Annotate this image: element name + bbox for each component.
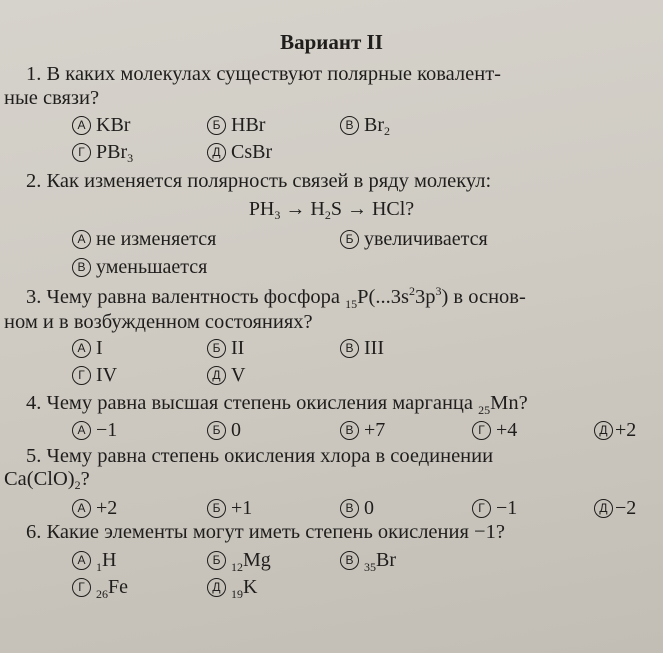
formula-h: H: [310, 198, 325, 220]
atomic-number: 12: [231, 560, 243, 574]
q1-option-b[interactable]: [207, 113, 265, 137]
option-letter-badge: А: [72, 421, 91, 440]
option-text: V: [231, 364, 246, 386]
q5-option-e[interactable]: [594, 496, 636, 520]
option-letter-badge: В: [340, 551, 359, 570]
option-text: +1: [231, 497, 253, 519]
question-5-text: 5. Чему равна степень окисления хлора в соединении: [26, 445, 494, 467]
option-letter-badge: Г: [472, 421, 491, 440]
option-letter-badge: В: [340, 421, 359, 440]
atomic-number: 1: [96, 560, 102, 574]
atomic-number: 25: [478, 403, 491, 417]
option-text: I: [96, 337, 103, 359]
option-letter-badge: Б: [207, 116, 226, 135]
electron-config-p: 3p: [414, 286, 436, 308]
option-letter-badge: А: [72, 339, 91, 358]
option-text: −1: [96, 419, 118, 441]
subscript: 3: [274, 208, 281, 222]
option-text: K: [243, 576, 258, 598]
question-4-text: [26, 391, 528, 417]
q4-option-b[interactable]: [207, 418, 241, 442]
superscript: 2: [408, 284, 415, 298]
q3-option-d[interactable]: [72, 363, 117, 387]
q2-option-b[interactable]: [340, 227, 488, 251]
option-text: не изменяется: [96, 228, 217, 250]
option-text: уменьшается: [96, 256, 208, 278]
question-2-text: 2. Как изменяется полярность связей в ряду молекул:: [26, 170, 492, 192]
question-1-text-cont: ные связи?: [4, 87, 100, 109]
q1-option-a[interactable]: [72, 113, 130, 137]
question-2-formula: [0, 198, 663, 221]
q5-option-c[interactable]: [340, 496, 374, 520]
option-letter-badge: А: [72, 499, 91, 518]
option-letter-badge: Г: [72, 143, 91, 162]
option-letter-badge: Б: [340, 230, 359, 249]
option-text: IV: [96, 364, 118, 386]
option-text: +7: [364, 419, 386, 441]
q5-option-d[interactable]: [472, 496, 517, 520]
option-text: Br: [364, 114, 384, 136]
option-letter-badge: Д: [594, 421, 613, 440]
option-text: Fe: [108, 576, 128, 598]
option-text: увеличивается: [364, 228, 488, 250]
option-text: 0: [231, 419, 241, 441]
q5-option-b[interactable]: [207, 496, 252, 520]
electron-config: P(...3s: [357, 286, 409, 308]
q4-option-e[interactable]: [594, 418, 636, 442]
option-text: CsBr: [231, 141, 273, 163]
option-text: III: [364, 337, 384, 359]
q4-option-d[interactable]: [472, 418, 517, 442]
option-text: Br: [376, 549, 396, 571]
q1-option-d[interactable]: [72, 140, 133, 164]
atomic-number: 26: [96, 587, 108, 601]
q1-option-c[interactable]: [340, 113, 390, 137]
option-letter-badge: Д: [207, 143, 226, 162]
subscript: 2: [384, 124, 390, 138]
atomic-number: 35: [364, 560, 376, 574]
question-5-text-cont: [4, 467, 90, 491]
compound-formula: Ca(ClO): [4, 468, 75, 490]
option-letter-badge: В: [72, 258, 91, 277]
option-text: HBr: [231, 114, 266, 136]
option-letter-badge: А: [72, 230, 91, 249]
element-symbol: Mn?: [490, 392, 528, 414]
option-letter-badge: Б: [207, 499, 226, 518]
option-text: KBr: [96, 114, 131, 136]
q6-option-c[interactable]: [340, 548, 396, 574]
formula-s: S: [330, 198, 342, 220]
option-letter-badge: А: [72, 551, 91, 570]
option-letter-badge: Д: [207, 366, 226, 385]
option-letter-badge: А: [72, 116, 91, 135]
question-1-text: 1. В каких молекулах существуют полярные ковалент-: [26, 63, 502, 85]
page-title: Вариант II: [280, 30, 383, 54]
option-letter-badge: Б: [207, 551, 226, 570]
q1-option-e[interactable]: [207, 140, 272, 164]
option-letter-badge: Д: [594, 499, 613, 518]
q6-option-d[interactable]: [72, 575, 128, 601]
option-text: +2: [615, 419, 637, 441]
q2-option-c[interactable]: [72, 255, 207, 279]
q3-option-c[interactable]: [340, 336, 384, 360]
option-text: −1: [496, 497, 518, 519]
subscript: 2: [324, 208, 331, 222]
q6-option-e[interactable]: [207, 575, 257, 601]
option-text: +4: [496, 419, 518, 441]
option-text: H: [102, 549, 117, 571]
q6-option-b[interactable]: [207, 548, 271, 574]
formula-ph: PH: [248, 198, 275, 220]
q2-option-a[interactable]: [72, 227, 216, 251]
option-letter-badge: Г: [472, 499, 491, 518]
option-letter-badge: Д: [207, 578, 226, 597]
question-3-tail: ) в основ-: [441, 286, 526, 308]
q4-option-c[interactable]: [340, 418, 385, 442]
question-3-lead: 3. Чему равна валентность фосфора: [26, 286, 346, 308]
question-mark: ?: [80, 468, 90, 490]
q5-option-a[interactable]: [72, 496, 117, 520]
q3-option-a[interactable]: [72, 336, 103, 360]
q3-option-b[interactable]: [207, 336, 244, 360]
atomic-number: 15: [345, 297, 358, 311]
q4-option-a[interactable]: [72, 418, 117, 442]
option-text: −2: [615, 497, 637, 519]
question-3-text-cont: ном и в возбужденном состояниях?: [4, 311, 313, 333]
subscript: 2: [74, 478, 81, 492]
option-letter-badge: Б: [207, 421, 226, 440]
option-letter-badge: Г: [72, 366, 91, 385]
option-text: Mg: [243, 549, 271, 571]
formula-hcl: HCl?: [371, 198, 415, 220]
question-4-lead: 4. Чему равна высшая степень окисления марганца: [26, 392, 479, 414]
option-letter-badge: В: [340, 339, 359, 358]
subscript: 3: [127, 151, 134, 165]
question-3-text: [26, 285, 526, 311]
option-text: PBr: [96, 141, 128, 163]
option-letter-badge: Б: [207, 339, 226, 358]
q3-option-e[interactable]: [207, 363, 245, 387]
option-letter-badge: Г: [72, 578, 91, 597]
question-6-text: 6. Какие элементы могут иметь степень окисления −1?: [26, 521, 505, 543]
superscript: 3: [435, 284, 442, 298]
arrow-icon: →: [346, 198, 367, 220]
option-text: +2: [96, 497, 118, 519]
atomic-number: 19: [231, 587, 243, 601]
option-letter-badge: В: [340, 116, 359, 135]
option-text: II: [231, 337, 245, 359]
option-text: 0: [364, 497, 374, 519]
arrow-icon: →: [285, 198, 306, 220]
q6-option-a[interactable]: [72, 548, 116, 574]
option-letter-badge: В: [340, 499, 359, 518]
